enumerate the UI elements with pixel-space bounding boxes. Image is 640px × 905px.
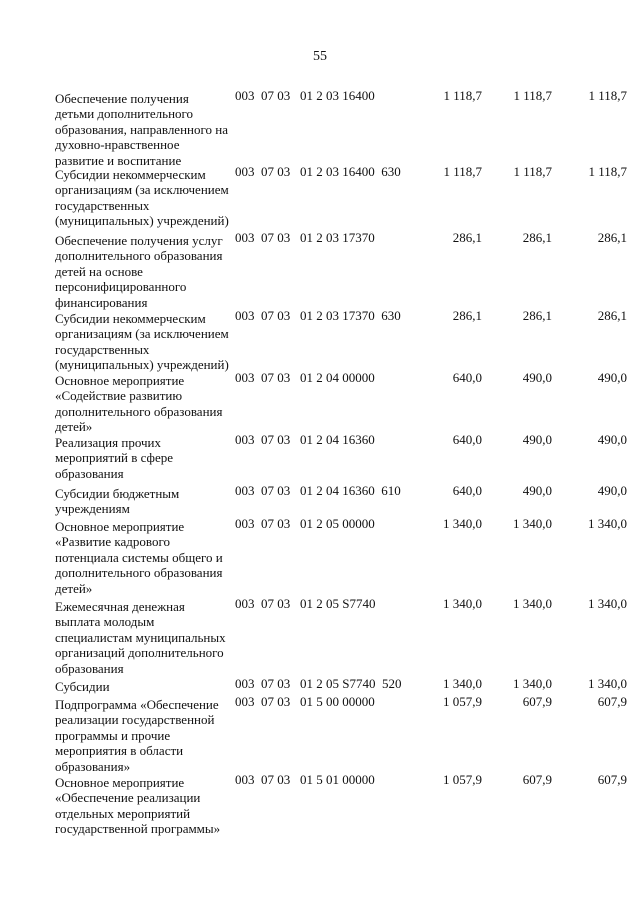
amount-year-3: 1 340,0: [588, 596, 627, 611]
amount-year-2: 1 118,7: [513, 164, 552, 179]
page-number: 55: [313, 49, 327, 64]
row-title-line: мероприятий в сфере: [55, 450, 174, 466]
row-title-line: Субсидии некоммерческим: [55, 311, 206, 326]
amount-year-2: 607,9: [522, 694, 552, 709]
row-title-line: Обеспечение получения услуг: [55, 233, 223, 248]
amount-year-3: 490,0: [597, 483, 627, 498]
row-title: [55, 596, 235, 676]
amount-year-2: 1 118,7: [513, 88, 552, 103]
budget-code: 003 07 03 01 2 05 S7740 520: [235, 676, 402, 691]
row-title-line: «Развитие кадрового: [55, 534, 170, 550]
row-title-line: (муниципальных) учреждений): [55, 213, 229, 229]
row-title-line: государственной программы»: [55, 821, 221, 837]
amount-year-1: 1 057,9: [443, 772, 482, 787]
table-row: [55, 676, 627, 694]
row-title: [55, 370, 235, 435]
table-row: [55, 88, 627, 168]
row-title-line: государственных: [55, 341, 150, 357]
row-title-line: Подпрограмма «Обеспечение: [55, 697, 219, 712]
table-row: [55, 596, 627, 676]
row-title-line: Субсидии некоммерческим: [55, 167, 206, 182]
amount-year-3: 286,1: [597, 308, 627, 323]
row-title-line: образования, направленного на: [55, 121, 228, 137]
amount-year-3: 1 340,0: [588, 516, 627, 531]
amount-year-3: 490,0: [597, 370, 627, 385]
budget-code: 003 07 03 01 2 04 16360: [235, 432, 375, 447]
budget-code: 003 07 03 01 2 03 17370: [235, 230, 375, 245]
amount-year-3: 607,9: [597, 772, 627, 787]
row-title: [55, 432, 235, 481]
row-title-line: организациям (за исключением: [55, 182, 229, 198]
row-title-line: учреждениям: [55, 501, 130, 517]
row-title-line: дополнительного образования: [55, 565, 223, 581]
row-title-line: Основное мероприятие: [55, 519, 185, 534]
row-title-line: Основное мероприятие: [55, 775, 185, 790]
table-row: [55, 230, 627, 308]
row-title-line: Ежемесячная денежная: [55, 599, 185, 614]
row-title-line: Основное мероприятие: [55, 373, 185, 388]
amount-year-3: 607,9: [597, 694, 627, 709]
row-title: [55, 772, 235, 837]
row-title-line: дополнительного образования: [55, 403, 223, 419]
row-title-line: детьми дополнительного: [55, 106, 194, 122]
row-title-line: потенциала системы общего и: [55, 549, 223, 565]
row-title-line: «Обеспечение реализации: [55, 790, 201, 806]
amount-year-2: 607,9: [522, 772, 552, 787]
budget-code: 003 07 03 01 5 00 00000: [235, 694, 375, 709]
amount-year-3: 490,0: [597, 432, 627, 447]
amount-year-1: 640,0: [452, 370, 482, 385]
amount-year-3: 1 118,7: [588, 88, 627, 103]
amount-year-2: 1 340,0: [513, 596, 552, 611]
row-title-line: Обеспечение получения: [55, 91, 189, 106]
table-row: [55, 432, 627, 483]
budget-code: 003 07 03 01 2 03 17370 630: [235, 308, 401, 323]
row-title-line: отдельных мероприятий: [55, 805, 191, 821]
table-row: [55, 772, 627, 836]
row-title-line: организациям (за исключением: [55, 326, 229, 342]
table-row: [55, 694, 627, 772]
amount-year-1: 640,0: [452, 432, 482, 447]
row-title-line: организаций дополнительного: [55, 645, 224, 661]
row-title-line: Реализация прочих: [55, 435, 161, 450]
row-title-line: детей»: [55, 580, 93, 596]
amount-year-3: 1 118,7: [588, 164, 627, 179]
row-title-line: дополнительного образования: [55, 248, 223, 264]
row-title-line: (муниципальных) учреждений): [55, 357, 229, 373]
amount-year-2: 286,1: [522, 308, 552, 323]
table-row: [55, 308, 627, 373]
row-title-line: детей»: [55, 419, 93, 435]
row-title: [55, 88, 235, 168]
row-title-line: образования: [55, 660, 124, 676]
row-title-line: программы и прочие: [55, 727, 171, 743]
budget-code: 003 07 03 01 2 05 S7740: [235, 596, 376, 611]
amount-year-1: 1 118,7: [443, 88, 482, 103]
row-title-line: образования: [55, 465, 124, 481]
amount-year-1: 286,1: [452, 230, 482, 245]
row-title: [55, 516, 235, 596]
table-row: [55, 370, 627, 435]
amount-year-1: 1 340,0: [443, 516, 482, 531]
amount-year-2: 490,0: [522, 483, 552, 498]
row-title-line: образования»: [55, 758, 131, 774]
amount-year-1: 1 057,9: [443, 694, 482, 709]
amount-year-3: 286,1: [597, 230, 627, 245]
row-title-line: персонифицированного: [55, 279, 187, 295]
table-row: [55, 164, 627, 230]
row-title: [55, 694, 235, 774]
budget-code: 003 07 03 01 2 04 00000: [235, 370, 375, 385]
row-title-line: реализации государственной: [55, 712, 215, 728]
amount-year-1: 1 118,7: [443, 164, 482, 179]
amount-year-2: 490,0: [522, 432, 552, 447]
amount-year-2: 286,1: [522, 230, 552, 245]
row-title-line: духовно-нравственное: [55, 137, 180, 153]
row-title-line: Субсидии бюджетным: [55, 486, 180, 501]
amount-year-2: 1 340,0: [513, 516, 552, 531]
amount-year-2: 1 340,0: [513, 676, 552, 691]
row-title-line: выплата молодым: [55, 614, 155, 630]
amount-year-1: 286,1: [452, 308, 482, 323]
table-row: [55, 483, 627, 516]
budget-table: [55, 88, 627, 836]
row-title-line: Субсидии: [55, 679, 110, 694]
budget-code: 003 07 03 01 5 01 00000: [235, 772, 375, 787]
amount-year-2: 490,0: [522, 370, 552, 385]
budget-code: 003 07 03 01 2 04 16360 610: [235, 483, 401, 498]
row-title: [55, 483, 235, 517]
budget-code: 003 07 03 01 2 03 16400: [235, 88, 375, 103]
amount-year-1: 640,0: [452, 483, 482, 498]
row-title: [55, 676, 235, 694]
row-title: [55, 308, 235, 373]
row-title-line: специалистам муниципальных: [55, 629, 226, 645]
amount-year-1: 1 340,0: [443, 596, 482, 611]
table-row: [55, 516, 627, 596]
row-title-line: мероприятия в области: [55, 743, 184, 759]
amount-year-1: 1 340,0: [443, 676, 482, 691]
budget-code: 003 07 03 01 2 03 16400 630: [235, 164, 401, 179]
amount-year-3: 1 340,0: [588, 676, 627, 691]
row-title-line: развитие и воспитание: [55, 152, 182, 168]
row-title-line: финансирования: [55, 294, 148, 310]
row-title-line: детей на основе: [55, 263, 143, 279]
row-title: [55, 164, 235, 229]
row-title-line: государственных: [55, 197, 150, 213]
budget-code: 003 07 03 01 2 05 00000: [235, 516, 375, 531]
row-title: [55, 230, 235, 310]
row-title-line: «Содействие развитию: [55, 388, 183, 404]
